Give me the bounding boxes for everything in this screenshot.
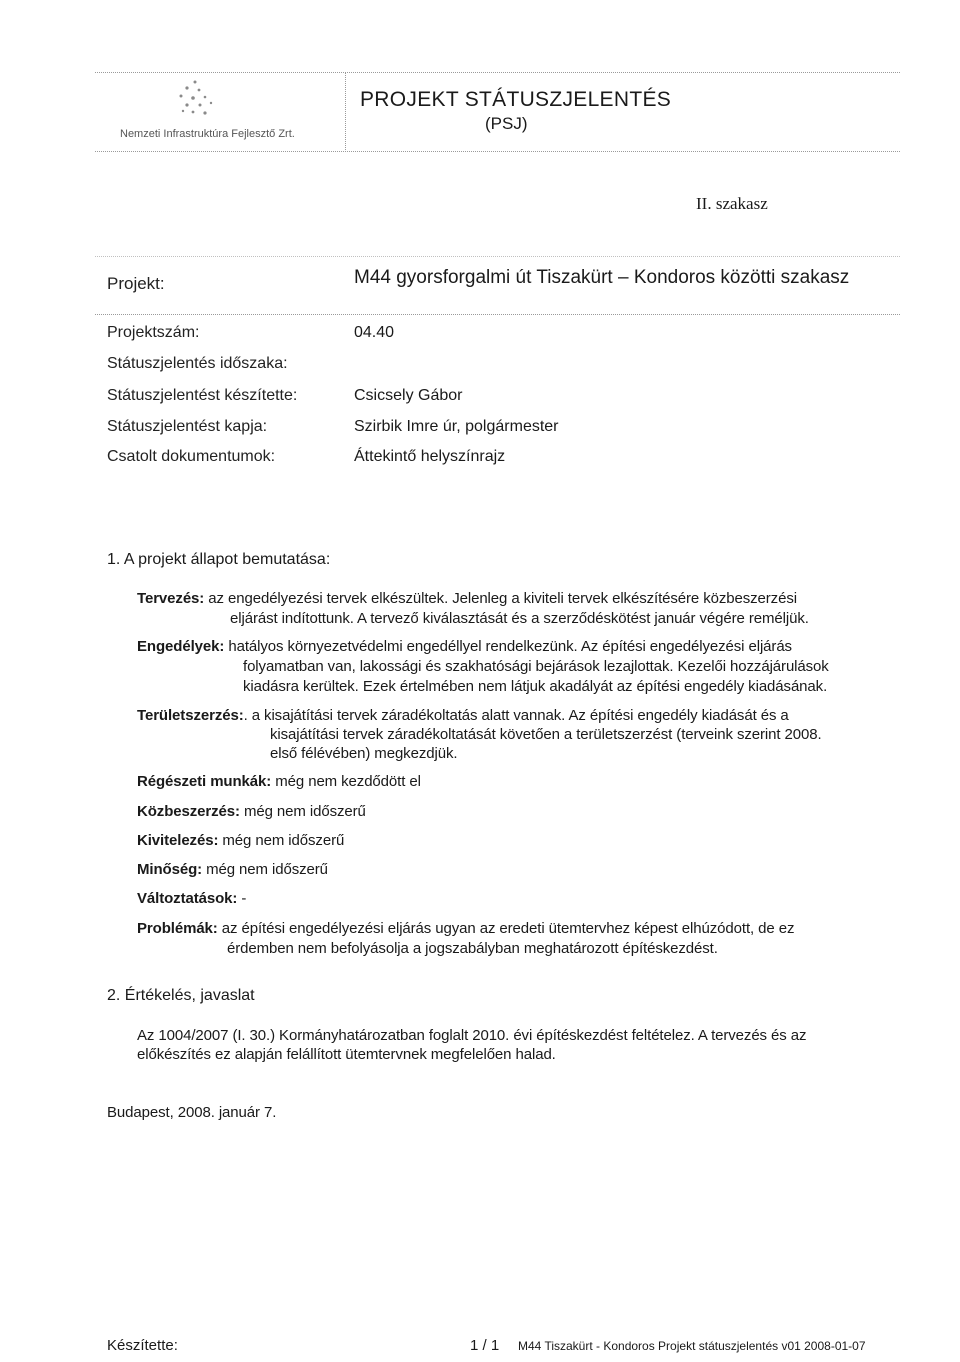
section2-line1: Az 1004/2007 (I. 30.) Kormányhatározatban foglalt 2010. évi építéskezdést feltételez. A tervezés és az [137, 1027, 807, 1044]
kivitelezes-text: még nem időszerű [218, 832, 345, 849]
footer-page-number: 1 / 1 [470, 1337, 500, 1354]
teruletszerzes-line3: első félévében) megkezdjük. [270, 745, 458, 762]
problemak-label: Problémák: [137, 920, 218, 937]
tervezes-label: Tervezés: [137, 590, 205, 607]
kivitelezes-label: Kivitelezés: [137, 832, 219, 849]
tervezes-line1 [137, 590, 797, 607]
teruletszerzes-label: Területszerzés: [137, 707, 244, 724]
kivitelezes-line [137, 832, 344, 849]
nif-logo-icon [165, 78, 225, 122]
teruletszerzes-text: . a kisajátítási tervek záradékoltatás alatt vannak. Az építési engedély kiadását és a [243, 707, 789, 724]
info-top-rule [95, 256, 900, 257]
kozbeszerzes-label: Közbeszerzés: [137, 803, 240, 820]
minoseg-line [137, 861, 328, 878]
attachments-label: Csatolt dokumentumok: [107, 448, 276, 465]
stage-label: II. szakasz [696, 194, 768, 213]
section2-line2: előkészítés ez alapján felállított ütemtervnek megfelelően halad. [137, 1046, 556, 1063]
project-value: M44 gyorsforgalmi út Tiszakürt – Kondoros közötti szakasz [354, 267, 850, 288]
kozbeszerzes-text: még nem időszerű [239, 803, 366, 820]
tervezes-text: az engedélyezési tervek elkészültek. Jelenleg a kiviteli tervek elkészítésére közbeszerzési [204, 590, 797, 607]
minoseg-label: Minőség: [137, 861, 203, 878]
kozbeszerzes-line [137, 803, 366, 820]
valtoztatasok-text: - [237, 890, 247, 907]
section2-heading: 2. Értékelés, javaslat [107, 987, 255, 1004]
valtoztatasok-line [137, 890, 246, 907]
author-value: Csicsely Gábor [354, 387, 463, 404]
project-number-value: 04.40 [354, 324, 395, 341]
valtoztatasok-label: Változtatások: [137, 890, 238, 907]
info-rule [95, 314, 900, 315]
engedelyek-text: hatályos környezetvédelmi engedéllyel rendelkezünk. Az építési engedélyezési eljárás [224, 638, 792, 655]
regeszeti-line [137, 773, 421, 790]
footer-prepared-by: Készítette: [107, 1337, 178, 1354]
attachments-value: Áttekintő helyszínrajz [354, 448, 506, 465]
teruletszerzes-line2: kisajátítási tervek záradékoltatását követően a területszerzést (terveink szerint 2008. [270, 726, 822, 743]
regeszeti-text: még nem kezdődött el [271, 773, 421, 790]
project-label: Projekt: [107, 274, 165, 293]
problemak-line1 [137, 920, 794, 937]
report-title: PROJEKT STÁTUSZJELENTÉS [360, 88, 672, 111]
engedelyek-line1 [137, 638, 792, 655]
engedelyek-label: Engedélyek: [137, 638, 225, 655]
minoseg-text: még nem időszerű [202, 861, 328, 878]
section1-heading: 1. A projekt állapot bemutatása: [107, 551, 331, 568]
org-name: Nemzeti Infrastruktúra Fejlesztő Zrt. [120, 128, 295, 140]
engedelyek-line2: folyamatban van, lakossági és szakhatósági bejárások lezajlottak. Kezelői hozzájárulások [243, 658, 829, 675]
regeszeti-label: Régészeti munkák: [137, 773, 272, 790]
project-number-label: Projektszám: [107, 324, 200, 341]
recipient-value: Szirbik Imre úr, polgármester [354, 418, 559, 435]
engedelyek-line3: kiadásra kerültek. Ezek értelmében nem látjuk akadályát az építési engedély kiadásának. [243, 678, 828, 695]
problemak-line2: érdemben nem befolyásolja a jogszabályban meghatározott építéskezdést. [227, 940, 718, 957]
problemak-text: az építési engedélyezési eljárás ugyan az eredeti ütemtervhez képest elhúzódott, de ez [217, 920, 795, 937]
report-period-label: Státuszjelentés időszaka: [107, 355, 288, 372]
teruletszerzes-line1 [137, 707, 789, 724]
recipient-label: Státuszjelentést kapja: [107, 418, 268, 435]
footer-document-name: M44 Tiszakürt - Kondoros Projekt státuszjelentés v01 2008-01-07 [518, 1339, 866, 1353]
place-date: Budapest, 2008. január 7. [107, 1104, 277, 1121]
header-divider [345, 72, 346, 150]
report-subtitle: (PSJ) [485, 114, 528, 133]
tervezes-line2: eljárást indítottunk. A tervező kiválasztását és a szerződéskötést január végére reméljük. [230, 610, 809, 627]
author-label: Státuszjelentést készítette: [107, 387, 298, 404]
